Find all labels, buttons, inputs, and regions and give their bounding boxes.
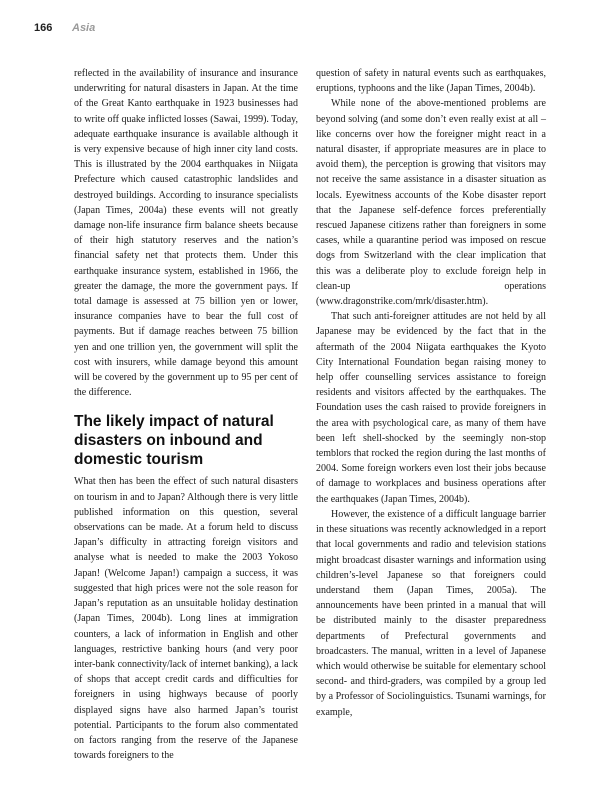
section-heading: The likely impact of natural disasters on inbound and domestic tourism	[74, 413, 274, 469]
body-paragraph: question of safety in natural events such as earthquakes, eruptions, typhoons and the like (Japan Times, 2004b).	[316, 68, 546, 95]
page-number: 166	[34, 22, 53, 34]
right-column	[316, 66, 546, 720]
body-paragraph: What then has been the effect of such natural disasters on tourism in and to Japan? Although there is very little published information on this question, several observations can be made. At a forum held to discuss Japan’s difficulty in attracting foreign visitors and analyse what is needed to make the 2003 Yokoso Japan! (Welcome Japan!) campaign a success, it was suggested that high prices were not the sole reason for Japan’s reputation as an unsuitable holiday destination (Japan Times, 2004b). Long lines at immigration counters, a lack of information in English and other languages, restrictive banking hours (and very poor inter-bank connectivity/lack of internet banking), a lack of shops that accept credit cards and difficulties for foreigners in using highways because of poorly displayed signs have also harmed Japan’s tourist potential. Participants to the forum also commentated on factors ranging from the reserve of the Japanese towards foreigners to the	[74, 476, 298, 762]
page-header	[0, 0, 613, 42]
left-column	[74, 66, 298, 763]
body-paragraph: However, the existence of a difficult language barrier in these situations was recently acknowledged in a report that local governments and radio and television stations might broadcast disaster warnings and information using children’s-level Japanese so that foreigners could understand them (Japan Times, 2005a). The announcements have been printed in a manual that will be distributed mainly to the disaster preparedness departments of Prefectural governments and broadcasters. The manual, written in a level of Japanese which would otherwise be suitable for elementary school second- and third-graders, was compiled by a group led by a Professor of Sociolinguistics. Tsunami warnings, for example,	[316, 508, 546, 718]
running-head: Asia	[72, 22, 96, 34]
body-paragraph: reflected in the availability of insurance and insurance underwriting for natural disasters in Japan. At the time of the Great Kanto earthquake in 1923 businesses had to write off quake inflicted losses (Sawai, 1999). Today, adequate earthquake insurance is available although it is very expensive because of high inner city land costs. This is illustrated by the 2004 earthquakes in Niigata Prefecture which caused catastrophic landslides and destroyed buildings. According to insurance specialists (Japan Times, 2004a) these events will not greatly damage non-life insurance firm balance sheets because of their high statutory reserves and the nation’s financial safety net that protects them. Under this earthquake insurance system, established in 1966, the greater the damage, the more the government pays. If total damage is assessed at 75 billion yen or lower, insurance companies have to bear the full cost of payments. But if damage reaches between 75 billion yen and one trillion yen, the government will split the cost with insurers, while damage beyond this amount will be covered by the government up to 95 per cent of the difference.	[74, 68, 298, 399]
body-paragraph: While none of the above-mentioned problems are beyond solving (and some don’t even really exist at all – like concerns over how the foreigner might react in a natural disaster, if appropriate measures are in place to avoid them), the perception is growing that visitors may not receive the same assistance in a disaster situation as locals. Eyewitness accounts of the Kobe disaster report that the Japanese self-defence forces preferentially rescued Japanese citizens rather than foreigners in some cases, while a quarantine period was imposed on rescue dogs from Switzerland with the clear implication that this was a deliberate ploy to exclude foreign help in clean-up operations (www.dragonstrike.com/mrk/disaster.htm).	[316, 98, 546, 308]
body-paragraph: That such anti-foreigner attitudes are not held by all Japanese may be evidenced by the fact that in the aftermath of the 2004 Niigata earthquakes the Kyoto City International Foundation began raising money to help offer counselling services assistance to foreign residents and visitors affected by the earthquakes. The Foundation uses the cash raised to provide foreigners in the area with psychological care, as many of them have been left shell-shocked by the seemingly non-stop temblors that rocked the region during the last months of 2004. Some foreign workers even lost their jobs because of damage to workplaces and business operations after the earthquakes (Japan Times, 2004b).	[316, 311, 546, 505]
